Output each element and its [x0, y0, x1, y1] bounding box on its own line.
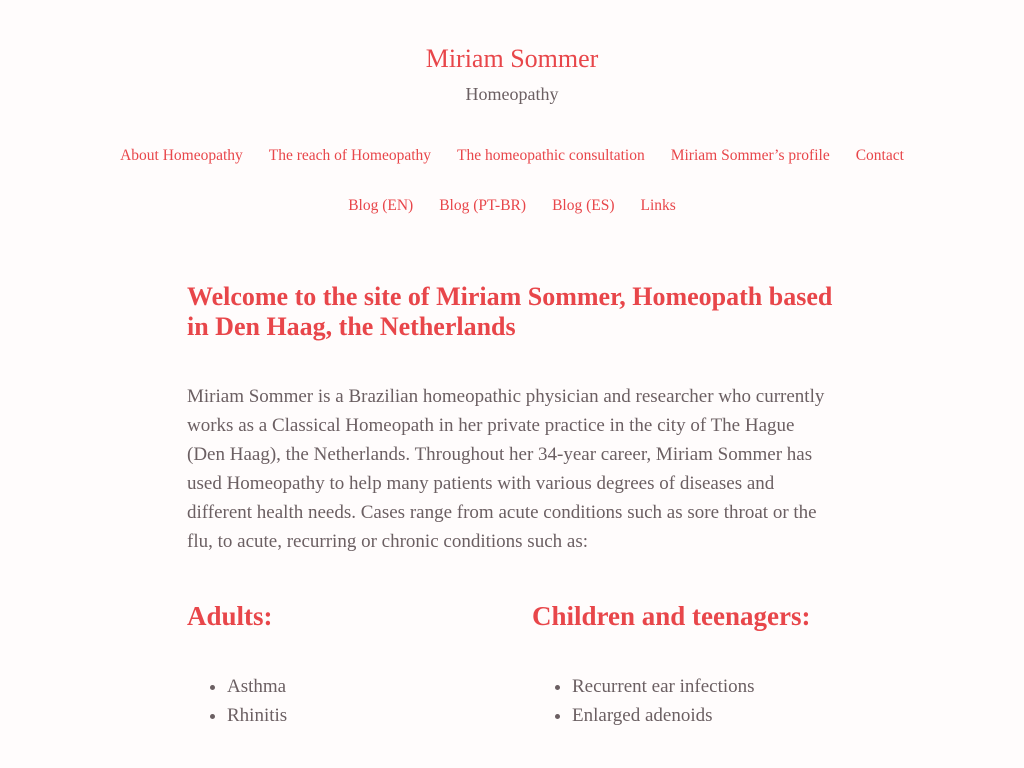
main-content — [187, 282, 837, 730]
nav-contact[interactable]: Contact — [855, 147, 904, 164]
nav-blog-es[interactable]: Blog (ES) — [552, 197, 615, 214]
list-item: • Enlarged adenoids — [572, 701, 837, 730]
adults-conditions-list — [187, 672, 532, 730]
nav-blog-en[interactable]: Blog (EN) — [348, 197, 414, 214]
conditions-columns — [187, 600, 837, 730]
nav-links[interactable]: Links — [640, 197, 676, 214]
site-header — [0, 0, 1024, 106]
nav-reach-of-homeopathy[interactable]: The reach of Homeopathy — [268, 147, 432, 164]
nav-row-secondary — [0, 196, 1024, 216]
nav-homeopathic-consultation[interactable]: The homeopathic consultation — [457, 147, 645, 164]
site-tagline: Homeopathy — [465, 84, 559, 104]
children-heading: Children and teenagers: — [532, 601, 811, 631]
adults-column — [187, 600, 532, 730]
adults-heading: Adults: — [187, 601, 273, 631]
children-column — [532, 600, 837, 730]
list-item: • Rhinitis — [227, 701, 532, 730]
list-item: • Recurrent ear infections — [572, 672, 837, 701]
page-title: Welcome to the site of Miriam Sommer, Homeopath based in Den Haag, the Netherlands — [187, 282, 833, 341]
nav-row-primary — [0, 146, 1024, 166]
intro-paragraph: Miriam Sommer is a Brazilian homeopathic physician and researcher who currently works as a Classical Homeopath in her private practice in the city of The Hague (Den Haag), the Netherlands. Throughout her 34-year career, Miriam Sommer has used Homeopathy to help many patients with various degrees of diseases and different health needs. Cases range from acute conditions such as sore throat or the flu, to acute, recurring or chronic conditions such as: — [187, 386, 825, 552]
nav-about-homeopathy[interactable]: About Homeopathy — [120, 147, 243, 164]
children-conditions-list — [532, 672, 837, 730]
nav-miriam-profile[interactable]: Miriam Sommer’s profile — [670, 147, 830, 164]
site-title-link[interactable]: Miriam Sommer — [425, 44, 599, 73]
main-navigation — [0, 146, 1024, 216]
nav-blog-pt-br[interactable]: Blog (PT-BR) — [439, 197, 527, 214]
list-item: • Asthma — [227, 672, 532, 701]
